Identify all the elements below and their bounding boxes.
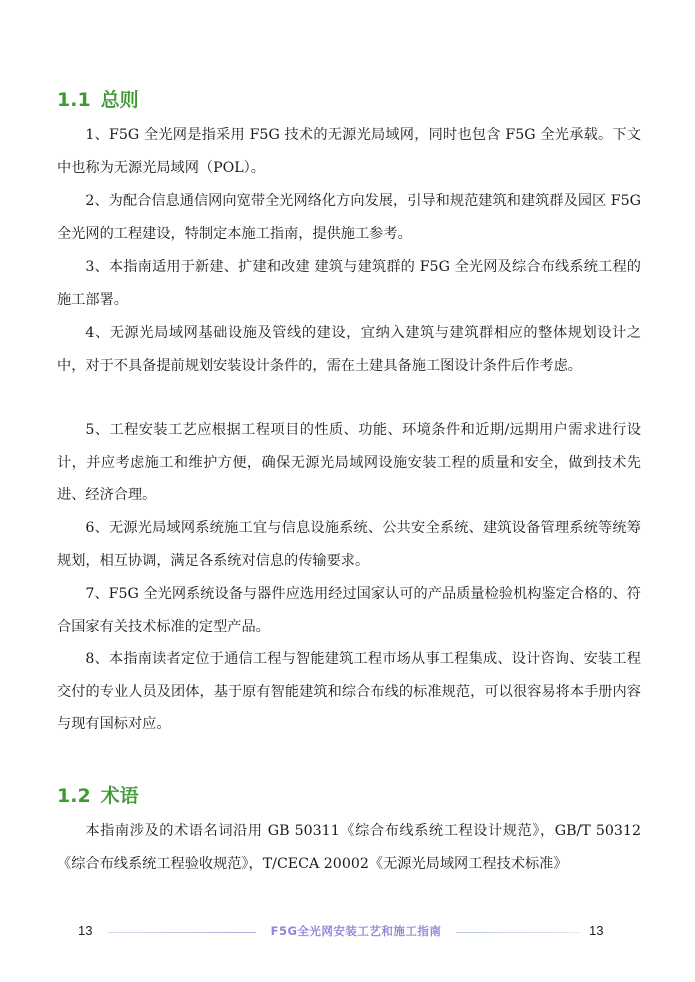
paragraph: 8、本指南读者定位于通信工程与智能建筑工程市场从事工程集成、设计咨询、安装工程交付的专业人员及团体，基于原有智能建筑和综合布线的标准规范，可以很容易将本手册内容与现有国标对应。 bbox=[57, 651, 641, 732]
paragraph: 5、工程安装工艺应根据工程项目的性质、功能、环境条件和近期/远期用户需求进行设计，并应考虑施工和维护方便，确保无源光局域网设施安装工程的质量和安全，做到技术先进、经济合理。 bbox=[57, 422, 641, 503]
footer-book-title: F5G全光网安装工艺和施工指南 bbox=[270, 924, 442, 938]
paragraph: 2、为配合信息通信网向宽带全光网络化方向发展，引导和规范建筑和建筑群及园区 F5G 全光网的工程建设，特制定本施工指南，提供施工参考。 bbox=[57, 193, 641, 242]
footer-divider-left bbox=[108, 932, 256, 933]
page-number-left: 13 bbox=[78, 923, 93, 938]
section-heading-terms bbox=[57, 784, 139, 808]
page-footer bbox=[0, 922, 695, 942]
paragraph: 本指南涉及的术语名词沿用 GB 50311《综合布线系统工程设计规范》，GB/T 50312《综合布线系统工程验收规范》，T/CECA 20002《无源光局域网工程技术标准》 bbox=[57, 823, 641, 872]
section-number: 1.2 bbox=[57, 785, 91, 807]
paragraph: 6、无源光局域网系统施工宜与信息设施系统、公共安全系统、建筑设备管理系统等统筹规划，相互协调，满足各系统对信息的传输要求。 bbox=[57, 520, 641, 569]
section-title: 总则 bbox=[100, 89, 139, 111]
section-title: 术语 bbox=[100, 785, 139, 807]
paragraph: 3、本指南适用于新建、扩建和改建 建筑与建筑群的 F5G 全光网及综合布线系统工程的施工部署。 bbox=[57, 259, 641, 308]
paragraph: 7、F5G 全光网系统设备与器件应选用经过国家认可的产品质量检验机构鉴定合格的、符合国家有关技术标准的定型产品。 bbox=[57, 586, 641, 635]
page-number-right: 13 bbox=[589, 923, 604, 938]
paragraph: 1、F5G 全光网是指采用 F5G 技术的无源光局域网，同时也包含 F5G 全光承载。下文中也称为无源光局域网（POL）。 bbox=[57, 127, 641, 176]
section-number: 1.1 bbox=[57, 89, 91, 111]
footer-divider-right bbox=[456, 932, 580, 933]
section-heading-general bbox=[57, 88, 139, 112]
paragraph: 4、无源光局域网基础设施及管线的建设，宜纳入建筑与建筑群相应的整体规划设计之中，对于不具备提前规划安装设计条件的，需在土建具备施工图设计条件后作考虑。 bbox=[57, 325, 641, 374]
